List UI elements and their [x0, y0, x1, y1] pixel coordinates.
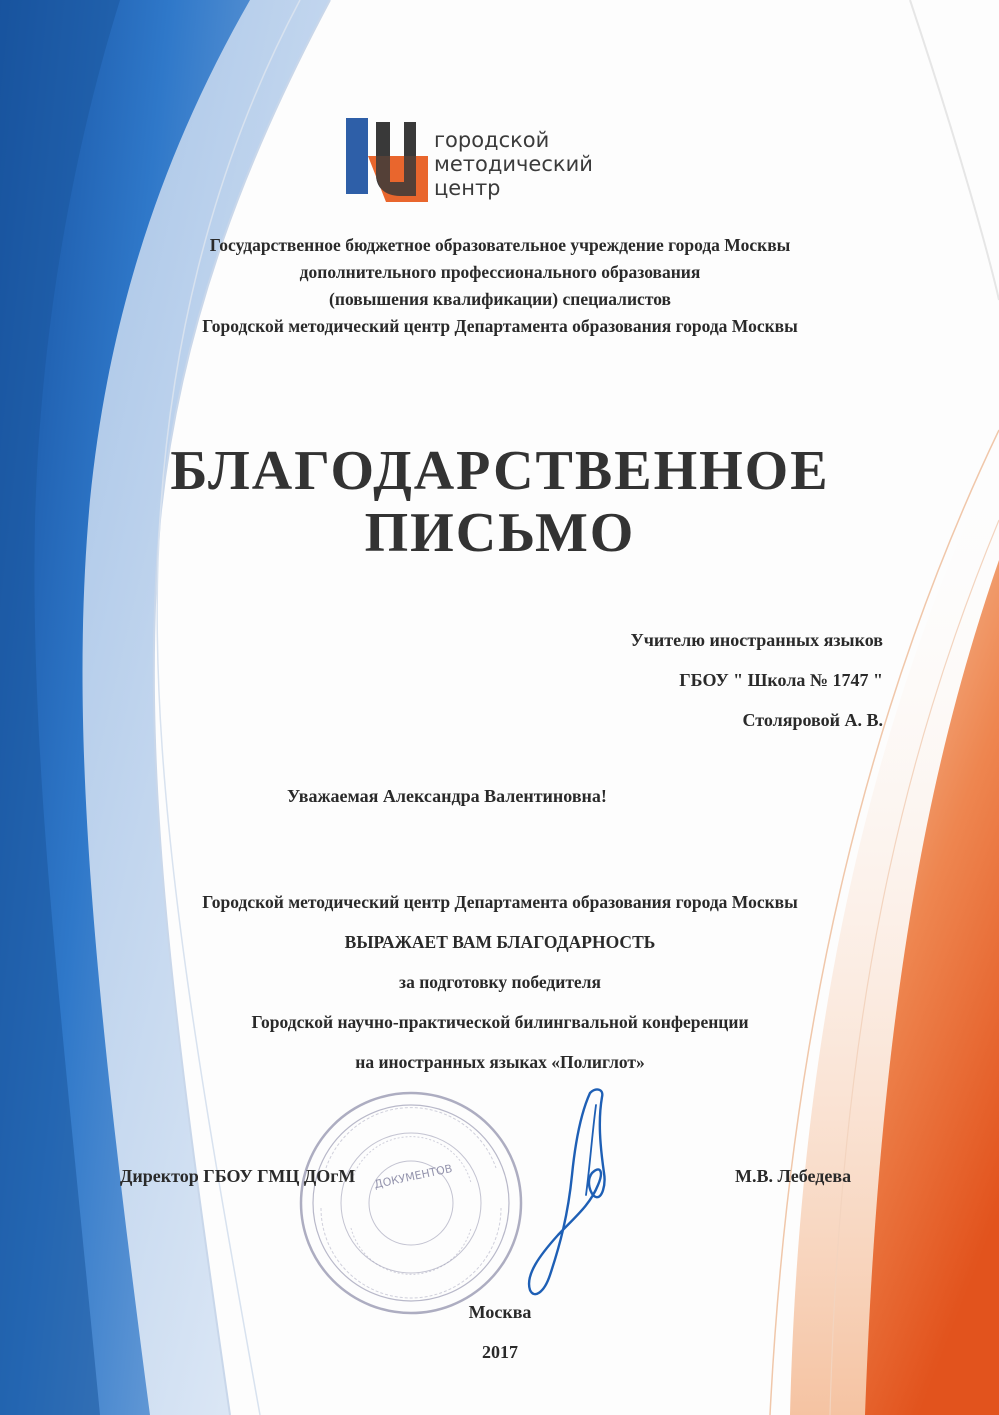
organization-line: Государственное бюджетное образовательное учреждение города Москвы: [209, 235, 791, 255]
footer-year: 2017: [482, 1342, 518, 1362]
body-line: за подготовку победителя: [399, 972, 601, 992]
organization-line: дополнительного профессионального образования: [299, 262, 701, 282]
signatory-position: Директор ГБОУ ГМЦ ДОгМ: [120, 1166, 356, 1186]
title-line: ПИСЬМО: [364, 502, 636, 564]
logo-line: методический: [434, 152, 593, 176]
organization-line: (повышения квалификации) специалистов: [329, 289, 671, 309]
document-title: [60, 440, 940, 564]
handwritten-signature: [520, 1085, 630, 1305]
addressee-block: [631, 620, 883, 740]
logo-line: городской: [434, 128, 550, 152]
body-line: ВЫРАЖАЕТ ВАМ БЛАГОДАРНОСТЬ: [344, 932, 656, 952]
signatory-name: М.В. Лебедева: [735, 1166, 852, 1186]
organization-header: [60, 232, 940, 340]
body-line: на иностранных языках «Полиглот»: [355, 1052, 645, 1072]
footer: [60, 1292, 940, 1372]
addressee-line: Учителю иностранных языков: [630, 630, 883, 650]
body-line: Городской научно-практической билингвальной конференции: [251, 1012, 749, 1032]
logo-line: центр: [434, 176, 501, 200]
addressee-line: ГБОУ " Школа № 1747 ": [679, 670, 883, 690]
letter-body: [60, 882, 940, 1082]
footer-city: Москва: [468, 1302, 532, 1322]
greeting: Уважаемая Александра Валентиновна!: [287, 786, 607, 806]
organization-line: Городской методический центр Департамента образования города Москвы: [202, 316, 798, 336]
body-line: Городской методический центр Департамента образования города Москвы: [202, 892, 798, 912]
addressee-line: Столяровой А. В.: [742, 710, 883, 730]
seal-caption: ДОКУМЕНТОВ: [373, 1161, 454, 1192]
logo-text: [434, 128, 593, 200]
title-line: БЛАГОДАРСТВЕННОЕ: [170, 440, 830, 502]
official-seal-stamp: [296, 1088, 526, 1318]
